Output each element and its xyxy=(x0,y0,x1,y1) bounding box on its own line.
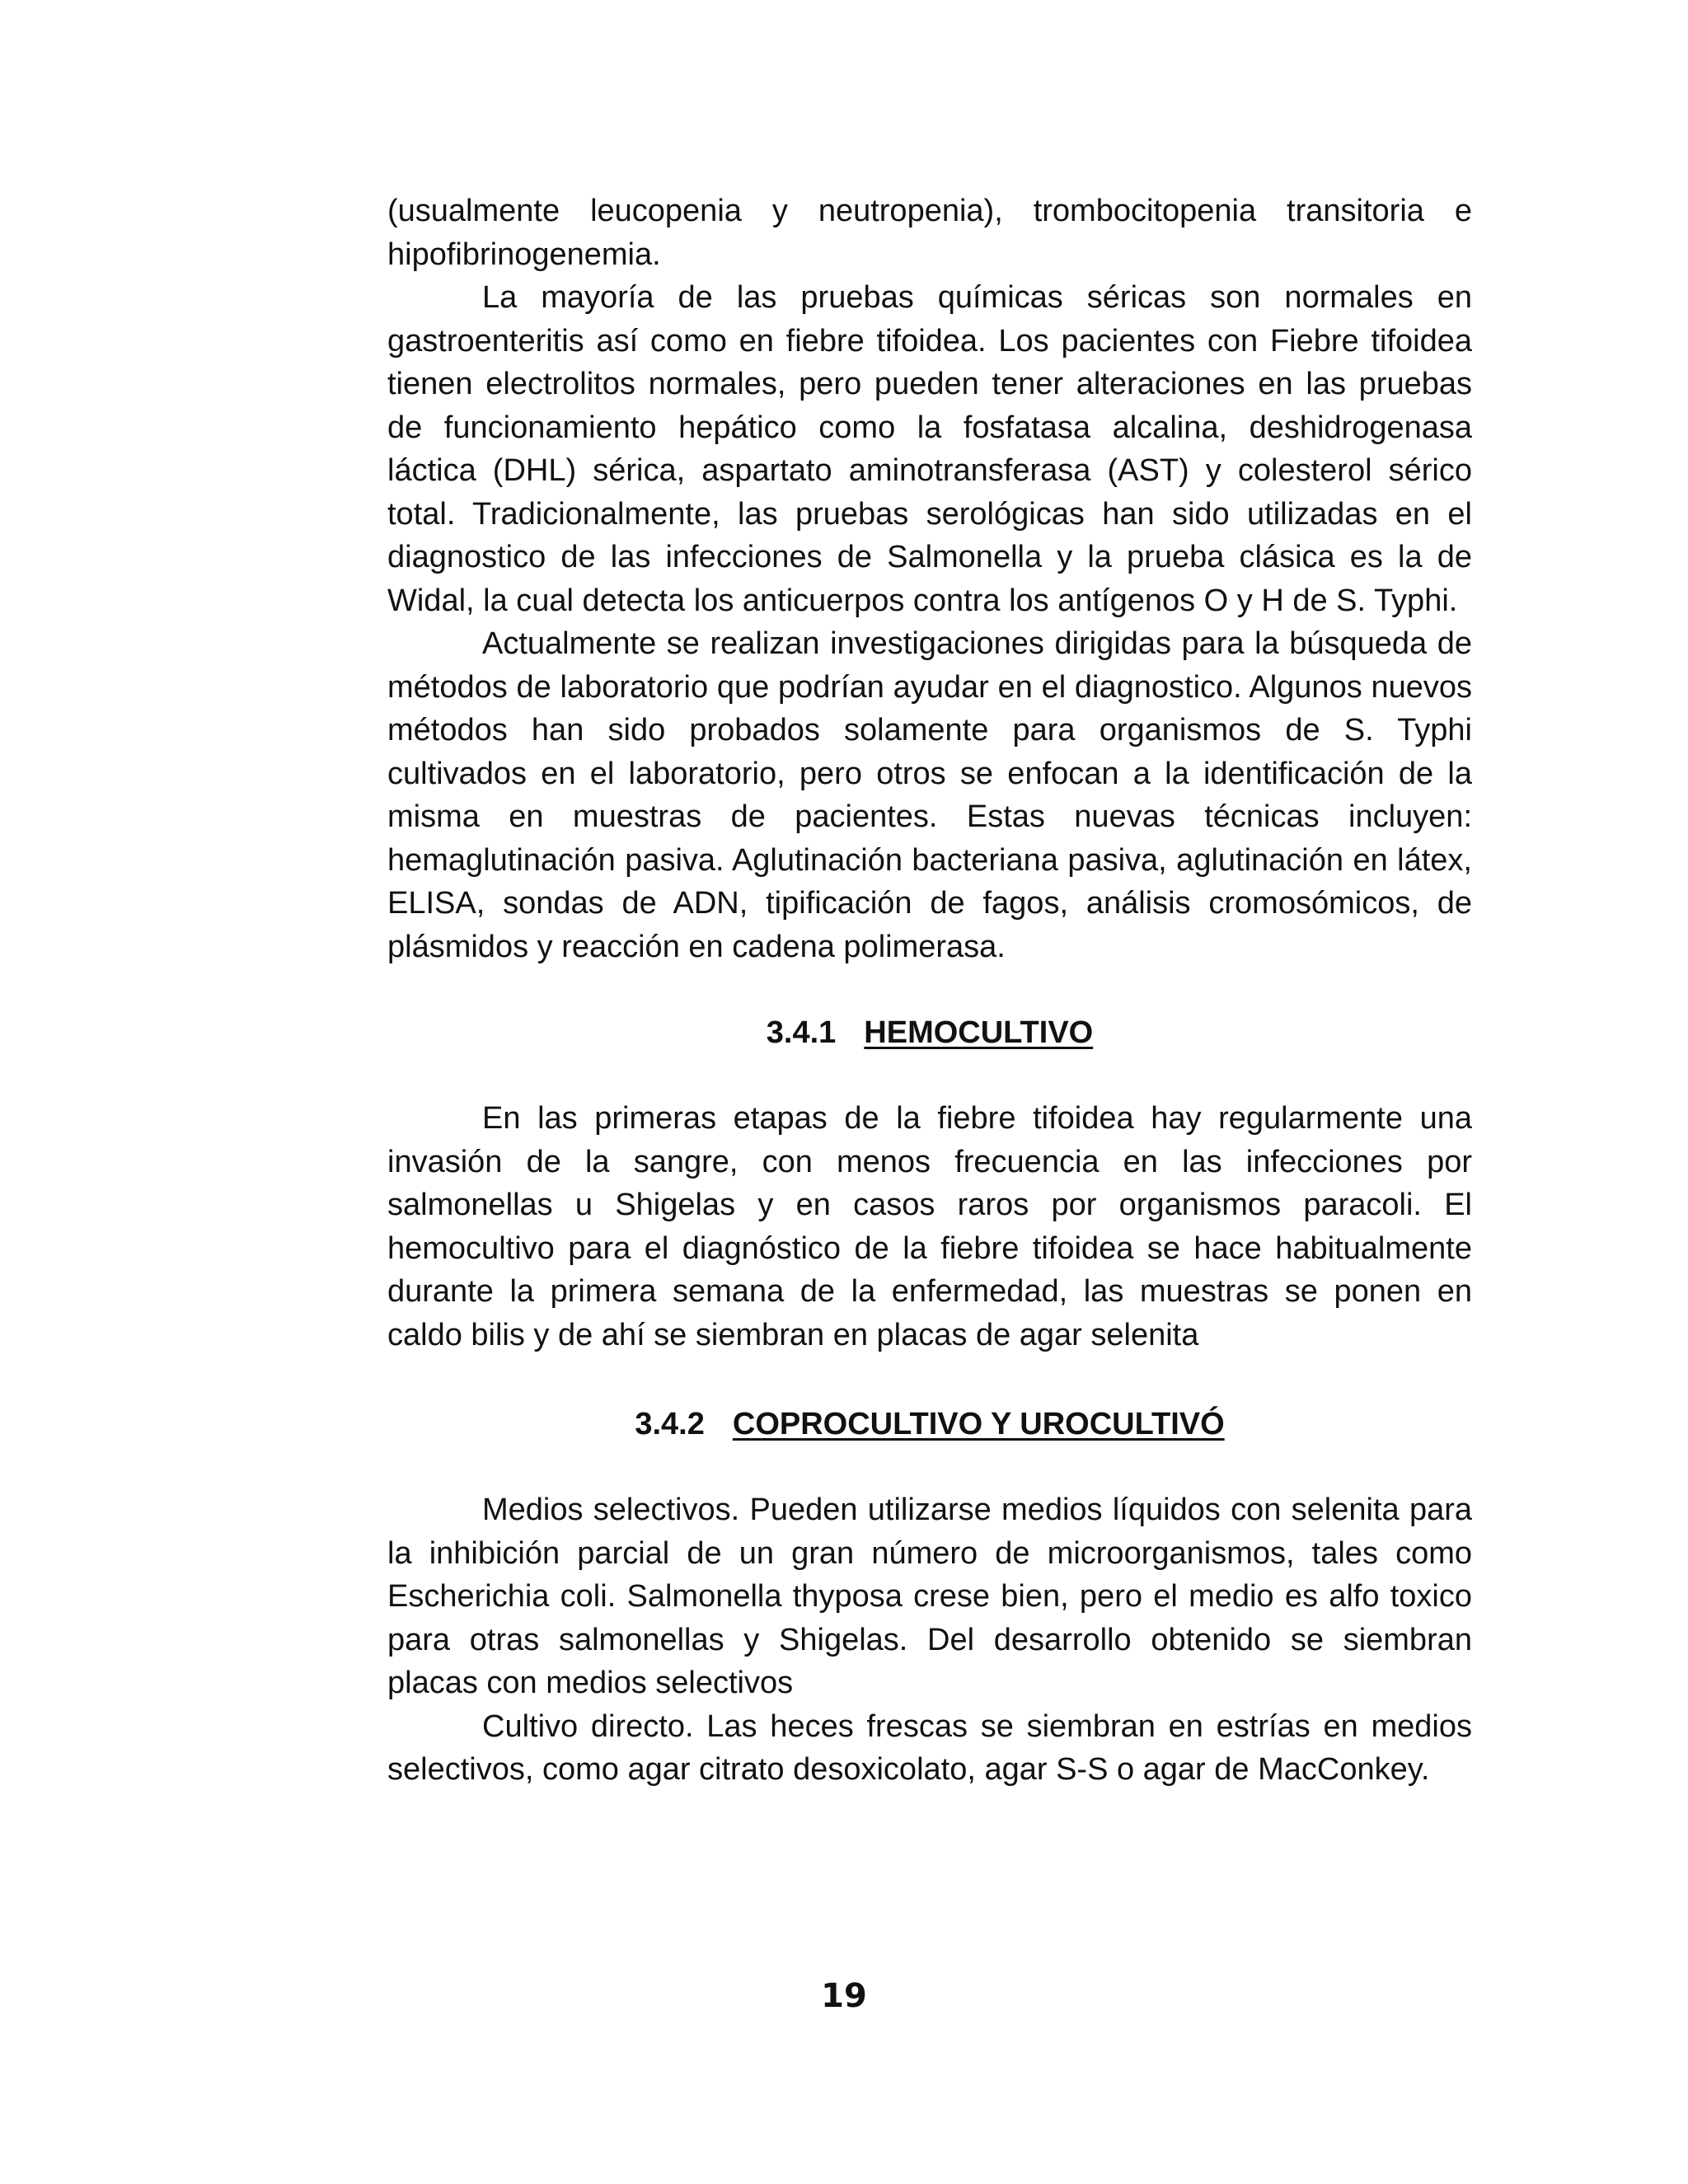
page-body xyxy=(387,190,1472,1792)
paragraph-new-methods: Actualmente se realizan investigaciones dirigidas para la búsqueda de métodos de laboratorio que podrían ayudar en el diagnostico. Algunos nuevos métodos han sido probados solamente para organismos de S. Typhi cultivados en el laboratorio, pero otros se enfocan a la identificación de la misma en muestras de pacientes. Estas nuevas técnicas incluyen: hemaglutinación pasiva. Aglutinación bacteriana pasiva, aglutinación en látex, ELISA, sondas de ADN, tipificación de fagos, análisis cromosómicos, de plásmidos y reacción en cadena polimerasa. xyxy=(387,626,1472,964)
section-number: 3.4.2 xyxy=(635,1407,705,1441)
paragraph-selective-media: Medios selectivos. Pueden utilizarse medios líquidos con selenita para la inhibición parcial de un gran número de microorganismos, tales como Escherichia coli. Salmonella thyposa crese bien, pero el medio es alfo toxico para otras salmonellas y Shigelas. Del desarrollo obtenido se siembran placas con medios selectivos xyxy=(387,1493,1472,1700)
paragraph-serology: La mayoría de las pruebas químicas séricas son normales en gastroenteritis así como en fiebre tifoidea. Los pacientes con Fiebre tifoidea tienen electrolitos normales, pero pueden tener alteraciones en las pruebas de funcionamiento hepático como la fosfatasa alcalina, deshidrogenasa láctica (DHL) sérica, aspartato aminotransferasa (AST) y colesterol sérico total. Tradicionalmente, las pruebas serológicas han sido utilizadas en el diagnostico de las infecciones de Salmonella y la prueba clásica es la de Widal, la cual detecta los anticuerpos contra los antígenos O y H de S. Typhi. xyxy=(387,280,1472,618)
paragraph-hemocultivo: En las primeras etapas de la fiebre tifoidea hay regularmente una invasión de la sangre, con menos frecuencia en las infecciones por salmonellas u Shigelas y en casos raros por organismos paracoli. El hemocultivo para el diagnóstico de la fiebre tifoidea se hace habitualmente durante la primera semana de la enfermedad, las muestras se ponen en caldo bilis y de ahí se siembran en placas de agar selenita xyxy=(387,1101,1472,1352)
paragraph-continuation: (usualmente leucopenia y neutropenia), trombocitopenia transitoria e hipofibrinogenemia. xyxy=(387,194,1472,272)
paragraph-direct-culture: Cultivo directo. Las heces frescas se siembran en estrías en medios selectivos, como agar citrato desoxicolato, agar S-S o agar de MacConkey. xyxy=(387,1708,1472,1787)
section-title: HEMOCULTIVO xyxy=(864,1015,1094,1050)
section-heading-coprocultivo xyxy=(387,1403,1472,1446)
section-title: COPROCULTIVO Y UROCULTIVÓ xyxy=(732,1407,1225,1441)
section-heading-hemocultivo xyxy=(387,1011,1472,1054)
page-number: 19 xyxy=(821,1977,867,2015)
section-number: 3.4.1 xyxy=(766,1015,837,1050)
